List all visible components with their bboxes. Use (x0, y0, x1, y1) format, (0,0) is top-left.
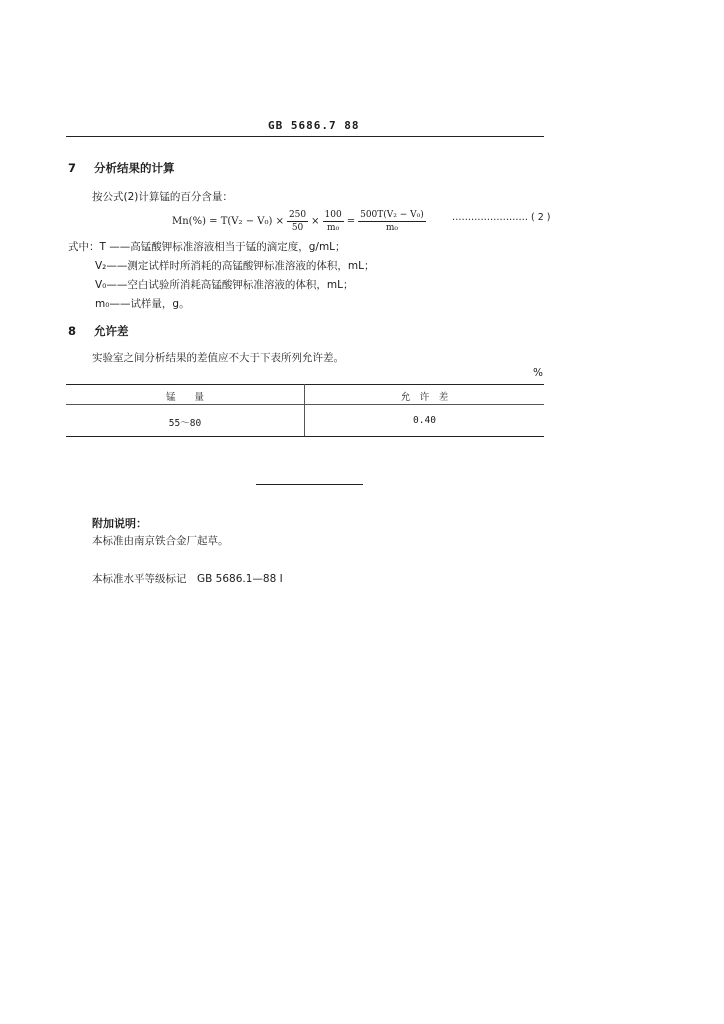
notes-line-1: 本标准由南京铁合金厂起草。 (92, 535, 229, 547)
fraction-denominator: m₀ (327, 222, 340, 233)
section-7-title: 分析结果的计算 (94, 161, 175, 175)
where-line-4: m₀——试样量，g。 (95, 298, 190, 310)
section-8-number: 8 (68, 324, 77, 338)
fraction-100-m0 (323, 209, 344, 234)
section-8-heading (68, 323, 129, 339)
fraction-denominator: 50 (291, 222, 304, 233)
notes-line-2: 本标准水平等级标记 GB 5686.1—88 Ⅰ (92, 573, 283, 585)
section-8-text: 实验室之间分析结果的差值应不大于下表所列允许差。 (92, 352, 344, 364)
table-header-mn: 锰 量 (165, 392, 204, 403)
fraction-numerator: 250 (288, 209, 307, 220)
equals-sign: = (346, 215, 356, 227)
table-header-rule (66, 404, 544, 405)
fraction-numerator: 500T(V₂ − V₀) (360, 209, 424, 220)
fraction-250-50 (287, 209, 308, 234)
table-cell-tolerance: 0.40 (413, 415, 436, 426)
where-line-3: V₀——空白试验所消耗高锰酸钾标准溶液的体积，mL； (95, 279, 354, 291)
formula-lhs: Mn(%) = T(V₂ − V₀) × (172, 215, 284, 227)
table-bottom-rule (66, 436, 544, 437)
header-rule (66, 136, 544, 137)
where-line-1: 式中：T ——高锰酸钾标准溶液相当于锰的滴定度，g/mL； (68, 241, 346, 253)
section-7-intro: 按公式(2)计算锰的百分含量： (92, 191, 233, 203)
formula-2 (172, 203, 426, 239)
table-cell-mn: 55～80 (168, 418, 202, 429)
notes-title: 附加说明： (92, 517, 147, 530)
standard-header: GB 5686.7 88 (268, 119, 360, 132)
section-7-heading (68, 160, 175, 176)
fraction-denominator: m₀ (385, 222, 399, 233)
fraction-numerator: 100 (324, 209, 342, 220)
section-7-number: 7 (68, 161, 77, 175)
fraction-result (358, 209, 426, 234)
unit-label: % (533, 367, 543, 379)
where-line-2: V₂——测定试样时所消耗的高锰酸钾标准溶液的体积，mL； (95, 260, 375, 272)
table-header-tolerance: 允 许 差 (400, 392, 449, 403)
section-8-title: 允许差 (94, 324, 129, 338)
times-sign: × (311, 215, 320, 227)
table-top-rule (66, 384, 544, 385)
formula-tag: …………………… ( 2 ) (452, 212, 551, 223)
end-rule (256, 484, 363, 485)
